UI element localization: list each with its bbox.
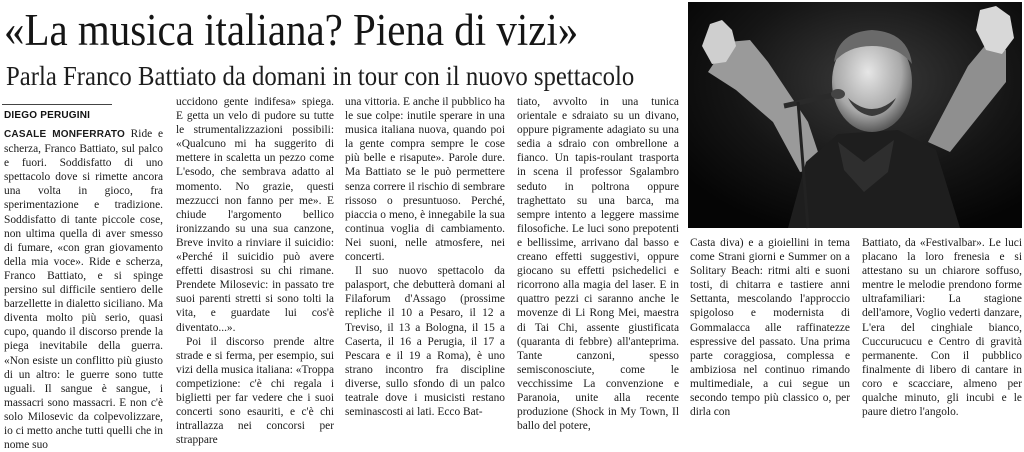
byline-divider xyxy=(2,104,112,105)
paragraph-text: Ride e scherza, Franco Battiato, sul palco e fuori. Soddisfatto di uno spettacolo dove si rimette ancora una volta in gioco, fra sperimentazione e tradizione. Soddisfatto di tante piccole cose, non ultima quella di aver smesso di fumare, «con gran giovamento della mia voce». Ride e scherza, Franco Battiato, e si spinge persino sul difficile sentiero delle barzellette in dialetto siciliano. Ma diventa molto più serio, quasi cupo, quando il discorso prende la piega inevitabile della guerra. «Non esiste un conflitto più giusto di un altro: le guerre sono tutte uguali. Il sangue è sangue, i massacri sono massacri. E non c'è solo Milosevic da colpevolizzare, io ci metto anche tutti quelli che in nome suo xyxy=(4,128,164,452)
byline: DIEGO PERUGINI xyxy=(4,110,91,121)
paragraph: una vittoria. E anche il pubblico ha le sue colpe: inutile sperare in una musica italiana nuova, quando poi la gente compra sempre le cose più belle e risapute». Parole dure. Ma Battiato se le può permettere senza correre il rischio di sembrare rissoso o presuntuoso. Perché, piaccia o meno, è innegabile la sua continua voglia di cambiamento. Nei suoni, nelle atmosfere, nei concerti. xyxy=(345,96,505,264)
dateline: CASALE MONFERRATO xyxy=(4,129,125,140)
article-column-2 xyxy=(176,95,334,447)
headline: «La musica italiana? Piena di vizi» xyxy=(4,4,579,55)
paragraph: tiato, avvolto in una tunica orientale e sdraiato su un divano, oppure pigramente adagiato su una sedia a sdraio con ombrellone a fianco. Un tapis-roulant trasporta in scena il professor Sgalambro seduto in poltrona oppure traghettato su una barca, ma sempre intento a leggere massime filosofiche. Le luci sono prepotenti e bellissime, arrivano dal basso e creano effetti suggestivi, oppure giocano su effetti psichedelici e ricorrono alla magia del laser. E in quattro pezzi ci saranno anche le movenze di Li Rong Mei, maestra di Tai Chi, assente giustificata (quaranta di febbre) all'anteprima. Tante canzoni, spesso semisconosciute, come le vecchissime La convenzione e Paranoia, unite alla recente produzione (Shock in My Town, Il ballo del potere, xyxy=(517,96,679,433)
performer-photo xyxy=(688,2,1022,228)
paragraph: Battiato, da «Festivalbar». Le luci placano la loro frenesia e si attestano su un chiarore soffuso, mentre le melodie prendono forme ultrafamiliari: La stagione dell'amore, Voglio vederti danzare, L'era del cinghiale bianco, Cuccurucucu e Centro di gravità permanente. Con il pubblico finalmente di libero di cantare in coro e scacciare, almeno per qualche minuto, gli incubi e le paure dietro l'angolo. xyxy=(862,237,1022,419)
article-column-5 xyxy=(690,236,850,432)
subheadline: Parla Franco Battiato da domani in tour con il nuovo spettacolo xyxy=(6,60,635,91)
paragraph: Casta diva) e a gioiellini in tema come Strani giorni e Summer on a Solitary Beach: ritmi alti e suoni tosti, di chitarra e tastiere anni Settanta, mescolando l'approccio spigoloso e modernista di Gommalacca alle raffinatezze espressive del passato. Una prima parte coraggiosa, complessa e ambiziosa nel continuo rimando multimediale, a cui segue un secondo tempo più classico o, per dirla con xyxy=(690,237,850,419)
article-column-4 xyxy=(517,95,679,432)
article-column-6 xyxy=(862,236,1022,432)
article-column-1 xyxy=(4,127,164,452)
paragraph: uccidono gente indifesa» spiega. E getta un velo di pudore su tutte le strumentalizzazioni possibili: «Qualcuno mi ha suggerito di mettere in scaletta un pezzo come L'esodo, che sembrava adatto al momento. No grazie, questi mezzucci non fanno per me». E chiude l'argomento bellico ironizzando su una sua canzone, Breve invito a rinviare il suicidio: «Perché il suicidio può avere effetti disastrosi su chi rimane. Prendete Milosevic: in passato tre suoi parenti stretti si sono tolti la vita, e guardate lui cos'è diventato...». xyxy=(176,96,334,334)
paragraph: Poi il discorso prende altre strade e si ferma, per esempio, sui vizi della musica italiana: «Troppa competizione: c'è chi regala i biglietti per far vedere che i suoi concerti sono esauriti, e c'è chi intrallazza nei concorsi per strappare xyxy=(176,335,334,447)
paragraph: Il suo nuovo spettacolo da palasport, che debutterà domani al Filaforum d'Assago (prossime repliche il 10 a Pesaro, il 12 a Treviso, il 13 a Bologna, il 15 a Caserta, il 16 a Perugia, il 17 a Pescara e il 19 a Roma), è uno strano incontro fra discipline diverse, sullo sfondo di un palco teatrale dove i musicisti restano seminascosti ai lati. Ecco Bat- xyxy=(345,265,505,419)
paragraph xyxy=(4,127,163,452)
performer-photo-icon xyxy=(688,2,1022,228)
article-column-3 xyxy=(345,95,505,432)
